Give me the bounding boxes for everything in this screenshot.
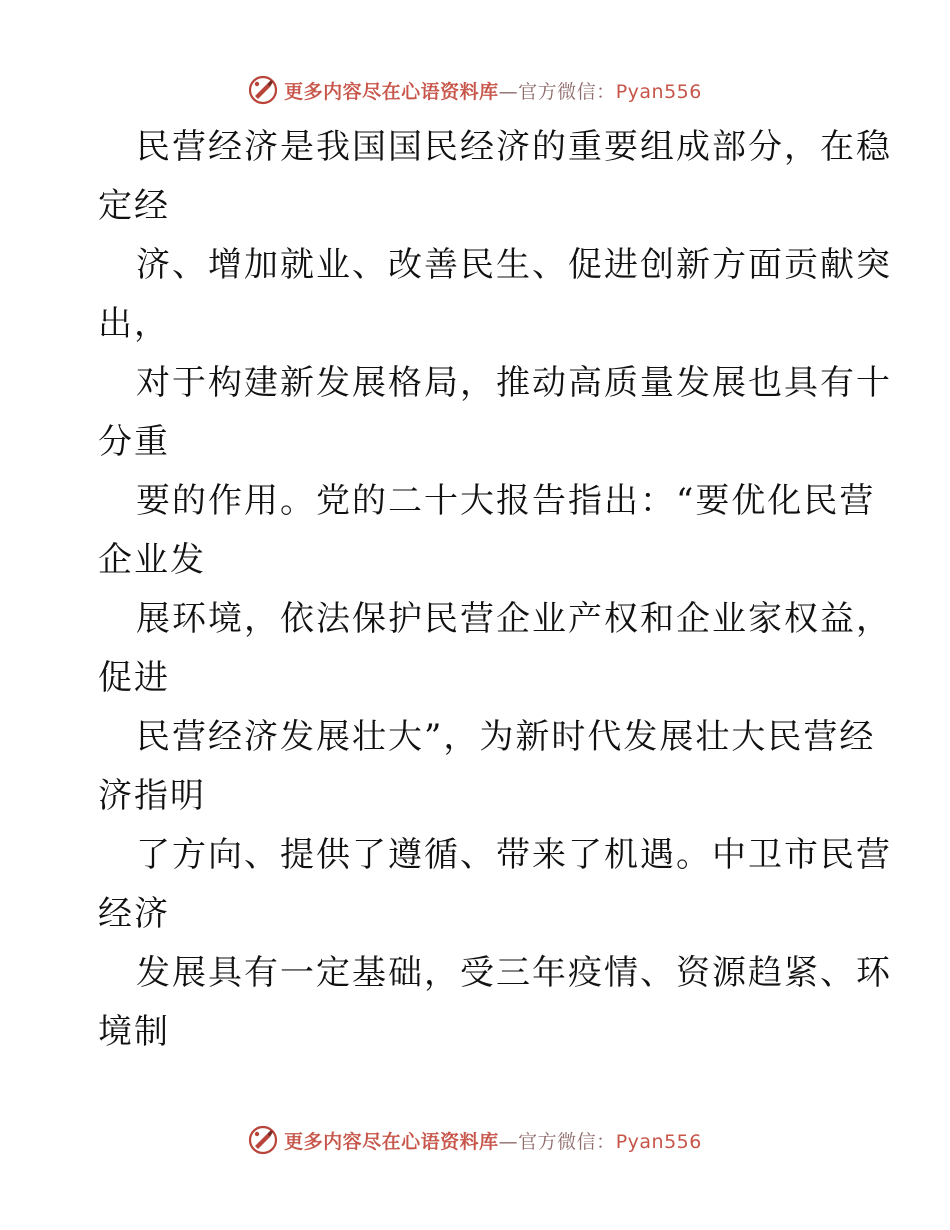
text-line: 对于构建新发展格局，推动高质量发展也具有十 — [136, 363, 892, 403]
banner-sub-text: —官方微信： — [498, 80, 616, 103]
text-line: 民营经济是我国国民经济的重要组成部分，在稳 — [136, 127, 892, 167]
header-watermark-banner — [0, 70, 950, 110]
text-line: 了方向、提供了遵循、带来了机遇。中卫市民营 — [136, 835, 892, 875]
text-line: 济指明 — [98, 776, 206, 816]
banner-main-text: 更多内容尽在心语资料库 — [284, 80, 499, 103]
footer-watermark-banner — [0, 1120, 950, 1160]
text-line: 经济 — [98, 894, 170, 934]
text-line: 定经 — [98, 186, 170, 226]
pen-logo-icon — [248, 75, 278, 105]
text-line: 要的作用。党的二十大报告指出：“要优化民营 — [136, 481, 876, 521]
text-line: 企业发 — [98, 540, 206, 580]
banner-wechat-id: Pyan556 — [615, 80, 702, 103]
text-line: 展环境，依法保护民营企业产权和企业家权益， — [136, 599, 892, 639]
text-line: 分重 — [98, 422, 170, 462]
banner-sub-text: —官方微信： — [498, 1130, 616, 1153]
banner-wechat-id: Pyan556 — [615, 1130, 702, 1153]
text-line: 发展具有一定基础，受三年疫情、资源趋紧、环 — [136, 953, 892, 993]
text-line: 民营经济发展壮大”，为新时代发展壮大民营经 — [136, 717, 876, 757]
banner-main-text: 更多内容尽在心语资料库 — [284, 1130, 499, 1153]
text-line: 境制 — [98, 1012, 170, 1052]
pen-logo-icon — [248, 1125, 278, 1155]
text-line: 促进 — [98, 658, 170, 698]
text-line: 出， — [98, 304, 170, 344]
document-body — [98, 118, 892, 1062]
text-line: 济、增加就业、改善民生、促进创新方面贡献突 — [136, 245, 892, 285]
